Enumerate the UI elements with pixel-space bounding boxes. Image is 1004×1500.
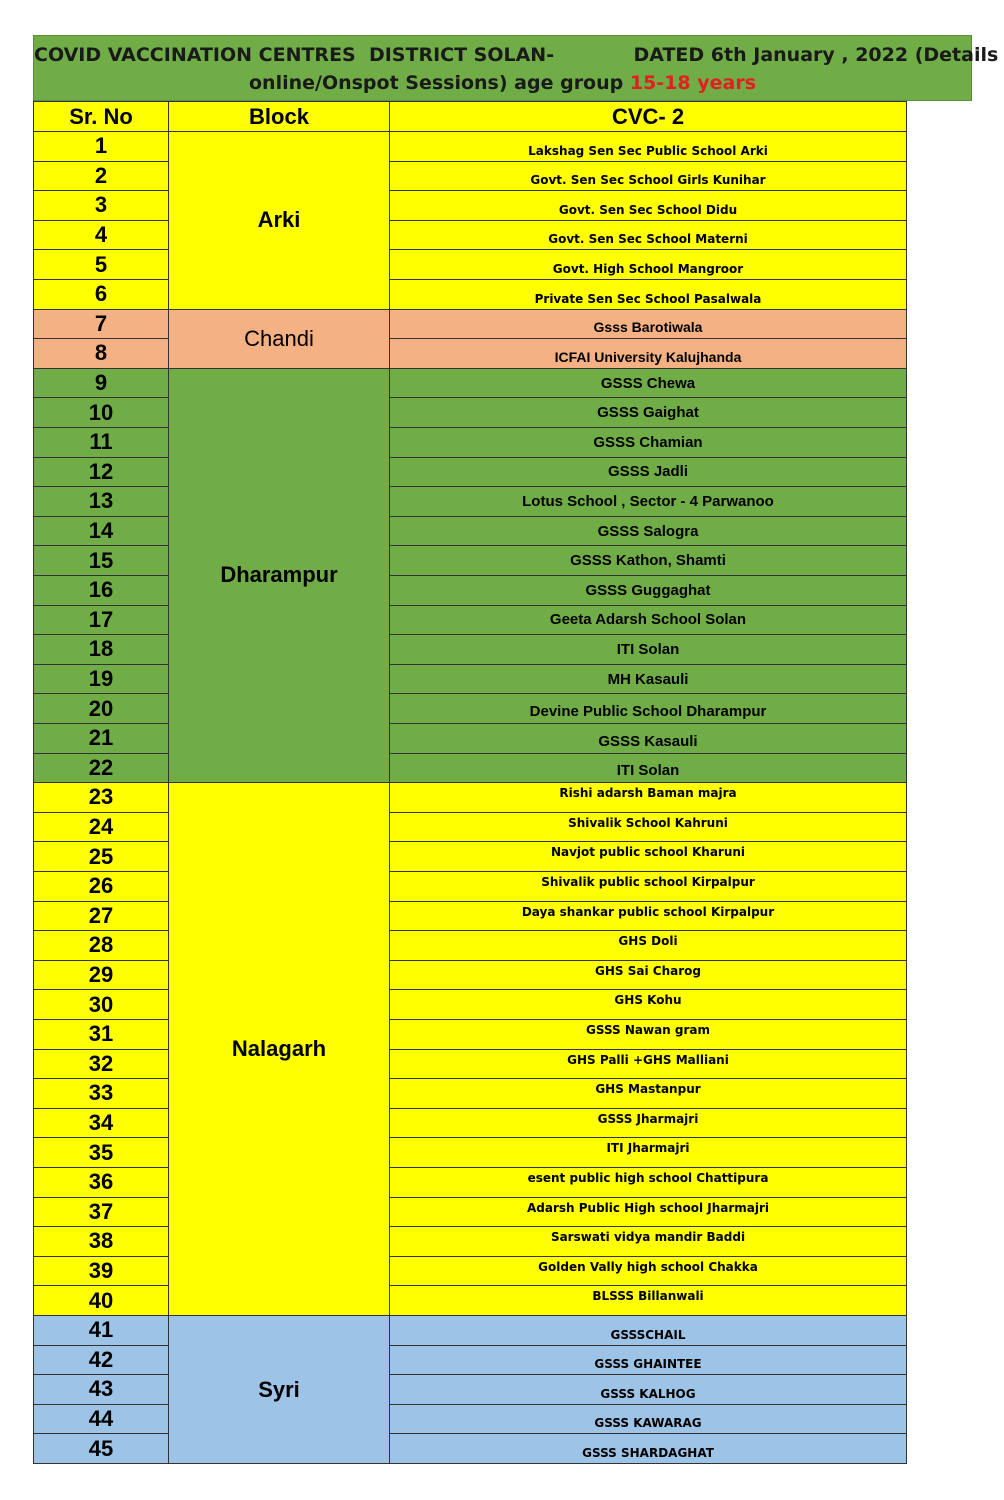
cvc-cell: Geeta Adarsh School Solan — [389, 605, 907, 636]
cvc-cell: Govt. High School Mangroor — [389, 249, 907, 280]
header-block: Block — [168, 101, 390, 132]
cvc-cell: Rishi adarsh Baman majra — [389, 782, 907, 813]
sr-no-cell: 34 — [33, 1108, 169, 1139]
cvc-cell: GSSSCHAIL — [389, 1315, 907, 1346]
sr-no-cell: 22 — [33, 753, 169, 784]
cvc-cell: Lakshag Sen Sec Public School Arki — [389, 131, 907, 162]
sr-no-cell: 12 — [33, 457, 169, 488]
cvc-cell: Govt. Sen Sec School Didu — [389, 190, 907, 221]
cvc-cell: Shivalik School Kahruni — [389, 812, 907, 843]
cvc-cell: GSSS Chewa — [389, 368, 907, 399]
cvc-cell: GSSS Salogra — [389, 516, 907, 547]
cvc-cell: Govt. Sen Sec School Girls Kunihar — [389, 161, 907, 192]
sr-no-cell: 11 — [33, 427, 169, 458]
sr-no-cell: 32 — [33, 1049, 169, 1080]
cvc-cell: GSSS Guggaghat — [389, 575, 907, 606]
sr-no-cell: 16 — [33, 575, 169, 606]
cvc-cell: Lotus School , Sector - 4 Parwanoo — [389, 486, 907, 517]
sr-no-cell: 38 — [33, 1226, 169, 1257]
sr-no-cell: 20 — [33, 693, 169, 724]
cvc-cell: Golden Vally high school Chakka — [389, 1256, 907, 1287]
block-cell: Nalagarh — [168, 782, 390, 1316]
sr-no-cell: 44 — [33, 1404, 169, 1435]
cvc-cell: GSSS GHAINTEE — [389, 1345, 907, 1376]
age-group-highlight: 15-18 years — [629, 72, 757, 94]
cvc-cell: GHS Doli — [389, 930, 907, 961]
sr-no-cell: 15 — [33, 545, 169, 576]
sr-no-cell: 17 — [33, 605, 169, 636]
cvc-cell: Gsss Barotiwala — [389, 309, 907, 340]
cvc-cell: Adarsh Public High school Jharmajri — [389, 1197, 907, 1228]
sr-no-cell: 43 — [33, 1374, 169, 1405]
sr-no-cell: 31 — [33, 1019, 169, 1050]
sr-no-cell: 21 — [33, 723, 169, 754]
cvc-cell: Private Sen Sec School Pasalwala — [389, 279, 907, 310]
header-cvc: CVC- 2 — [389, 101, 907, 132]
sr-no-cell: 25 — [33, 841, 169, 872]
sr-no-cell: 28 — [33, 930, 169, 961]
cvc-cell: GSSS Gaighat — [389, 397, 907, 428]
cvc-cell: GSSS Nawan gram — [389, 1019, 907, 1050]
cvc-cell: GSSS KALHOG — [389, 1374, 907, 1405]
sr-no-cell: 6 — [33, 279, 169, 310]
block-cell: Chandi — [168, 309, 390, 369]
block-cell: Dharampur — [168, 368, 390, 783]
cvc-cell: Govt. Sen Sec School Materni — [389, 220, 907, 251]
cvc-cell: ITI Solan — [389, 753, 907, 784]
sr-no-cell: 39 — [33, 1256, 169, 1287]
sr-no-cell: 36 — [33, 1167, 169, 1198]
sr-no-cell: 10 — [33, 397, 169, 428]
sr-no-cell: 26 — [33, 871, 169, 902]
cvc-cell: GSSS Jharmajri — [389, 1108, 907, 1139]
sr-no-cell: 4 — [33, 220, 169, 251]
sr-no-cell: 37 — [33, 1197, 169, 1228]
cvc-cell: ITI Jharmajri — [389, 1137, 907, 1168]
cvc-cell: GHS Palli +GHS Malliani — [389, 1049, 907, 1080]
cvc-cell: GSSS Chamian — [389, 427, 907, 458]
cvc-cell: GSSS Kasauli — [389, 723, 907, 754]
cvc-cell: Navjot public school Kharuni — [389, 841, 907, 872]
sr-no-cell: 23 — [33, 782, 169, 813]
sr-no-cell: 13 — [33, 486, 169, 517]
sr-no-cell: 14 — [33, 516, 169, 547]
cvc-cell: GHS Kohu — [389, 989, 907, 1020]
sr-no-cell: 1 — [33, 131, 169, 162]
sr-no-cell: 18 — [33, 634, 169, 665]
cvc-cell: GHS Mastanpur — [389, 1078, 907, 1109]
cvc-cell: GSSS Jadli — [389, 457, 907, 488]
sr-no-cell: 8 — [33, 338, 169, 369]
cvc-cell: MH Kasauli — [389, 664, 907, 695]
sr-no-cell: 19 — [33, 664, 169, 695]
cvc-cell: Sarswati vidya mandir Baddi — [389, 1226, 907, 1257]
sr-no-cell: 45 — [33, 1433, 169, 1464]
sr-no-cell: 5 — [33, 249, 169, 280]
cvc-cell: Devine Public School Dharampur — [389, 693, 907, 724]
cvc-cell: ICFAI University Kalujhanda — [389, 338, 907, 369]
cvc-cell: esent public high school Chattipura — [389, 1167, 907, 1198]
cvc-cell: GHS Sai Charog — [389, 960, 907, 991]
sr-no-cell: 41 — [33, 1315, 169, 1346]
sr-no-cell: 29 — [33, 960, 169, 991]
cvc-cell: BLSSS Billanwali — [389, 1285, 907, 1316]
cvc-cell: GSSS KAWARAG — [389, 1404, 907, 1435]
sr-no-cell: 9 — [33, 368, 169, 399]
sr-no-cell: 24 — [33, 812, 169, 843]
block-cell: Arki — [168, 131, 390, 310]
sr-no-cell: 35 — [33, 1137, 169, 1168]
sr-no-cell: 3 — [33, 190, 169, 221]
sr-no-cell: 30 — [33, 989, 169, 1020]
header-sr-no: Sr. No — [33, 101, 169, 132]
cvc-cell: ITI Solan — [389, 634, 907, 665]
sr-no-cell: 40 — [33, 1285, 169, 1316]
sr-no-cell: 42 — [33, 1345, 169, 1376]
sr-no-cell: 27 — [33, 901, 169, 932]
cvc-cell: GSSS Kathon, Shamti — [389, 545, 907, 576]
cvc-cell: GSSS SHARDAGHAT — [389, 1433, 907, 1464]
title-line-1: COVID VACCINATION CENTRES DISTRICT SOLAN- DATED 6th January , 2022 (Details — [34, 44, 999, 66]
sr-no-cell: 2 — [33, 161, 169, 192]
sr-no-cell: 7 — [33, 309, 169, 340]
block-cell: Syri — [168, 1315, 390, 1464]
cvc-cell: Shivalik public school Kirpalpur — [389, 871, 907, 902]
title-line-2-text: online/Onspot Sessions) age group — [248, 72, 630, 94]
sr-no-cell: 33 — [33, 1078, 169, 1109]
cvc-cell: Daya shankar public school Kirpalpur — [389, 901, 907, 932]
